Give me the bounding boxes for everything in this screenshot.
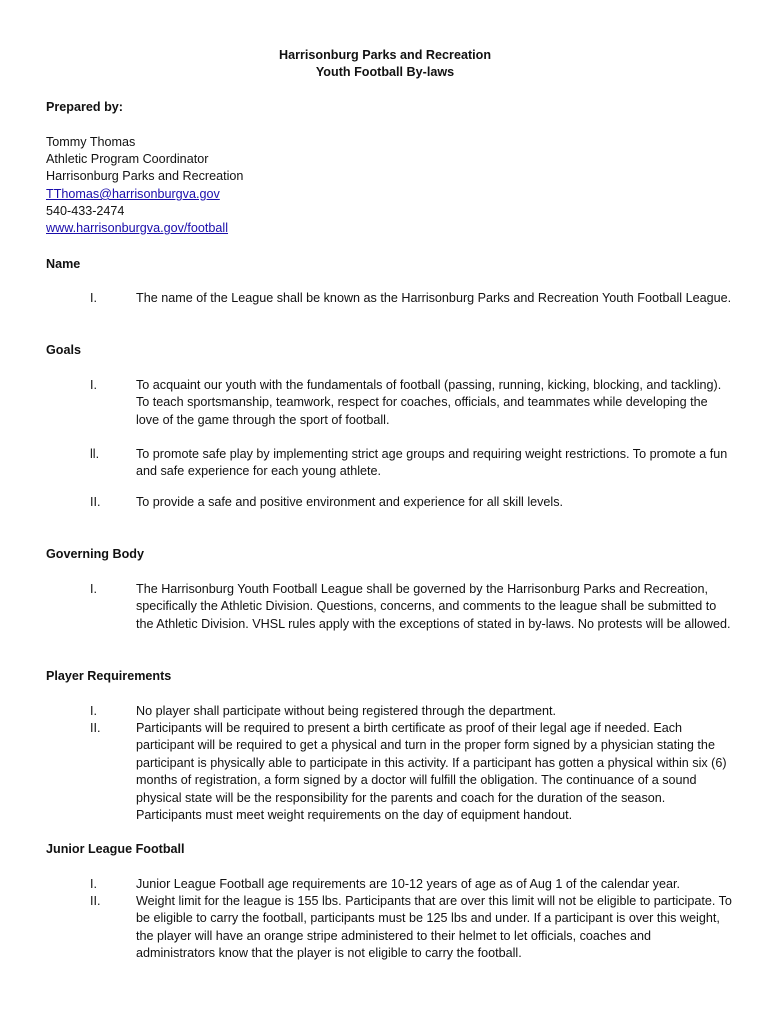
- list-number: II.: [90, 495, 101, 509]
- list-number: I.: [90, 704, 97, 718]
- prepared-by-heading: Prepared by:: [46, 100, 123, 114]
- document-subtitle: Youth Football By-laws: [315, 65, 455, 79]
- list-item: Junior League Football age requirements are 10-12 years of age as of Aug 1 of the calendar year.: [136, 877, 680, 891]
- list-item: To provide a safe and positive environment and experience for all skill levels.: [136, 495, 564, 509]
- section-heading-governing-body: Governing Body: [46, 547, 144, 561]
- list-item: The Harrisonburg Youth Football League shall be governed by the Harrisonburg Parks and Recreation, specifically the Athletic Division. Questions, concerns, and comments to the league shall be submitted to the Athletic Division. VHSL rules apply with the exceptions of stated in by-laws. No protests will be allowed.: [136, 582, 731, 631]
- list-number: I.: [90, 877, 97, 891]
- section-heading-goals: Goals: [46, 343, 81, 357]
- website-link[interactable]: www.harrisonburgva.gov/football: [46, 221, 229, 235]
- list-item: No player shall participate without being registered through the department.: [136, 704, 557, 718]
- document-title: Harrisonburg Parks and Recreation: [278, 48, 492, 62]
- list-number: ll.: [90, 447, 100, 461]
- list-item: Participants will be required to present a birth certificate as proof of their legal age if needed. Each participant will be required to get a physical and turn in the proper form signed by a physician stating the participant is physically able to participate in this activity. If a participant has gotten a physical within six (6) months of registration, a form signed by a doctor will fulfill the obligation. The continuance of a sound physical state will be the responsibility for the parents and coach for the duration of the season. Participants must meet weight requirements on the day of equipment handout.: [136, 721, 727, 823]
- list-item: Weight limit for the league is 155 lbs. Participants that are over this limit will not be eligible to participate. To be eligible to carry the football, participants must be 125 lbs and under. If a participant is over this weight, the player will have an orange stripe administered to their helmet to let officials, coaches and administrators know that the player is not eligible to carry the football.: [136, 894, 732, 961]
- list-number: II.: [90, 894, 101, 908]
- preparer-role: Athletic Program Coordinator: [46, 152, 209, 166]
- list-item: To promote safe play by implementing strict age groups and requiring weight restrictions. To promote a fun and safe experience for each young athlete.: [136, 447, 728, 479]
- preparer-name: Tommy Thomas: [46, 135, 136, 149]
- email-link[interactable]: TThomas@harrisonburgva.gov: [46, 187, 220, 201]
- section-heading-name: Name: [46, 257, 81, 271]
- list-number: I.: [90, 378, 97, 392]
- section-heading-junior-league: Junior League Football: [46, 842, 185, 856]
- list-item: The name of the League shall be known as the Harrisonburg Parks and Recreation Youth Football League.: [136, 291, 732, 305]
- list-number: II.: [90, 721, 101, 735]
- preparer-organization: Harrisonburg Parks and Recreation: [46, 169, 244, 183]
- list-number: I.: [90, 582, 97, 596]
- phone-number: 540-433-2474: [46, 204, 125, 218]
- list-number: I.: [90, 291, 97, 305]
- list-item: To acquaint our youth with the fundamentals of football (passing, running, kicking, blocking, and tackling). To teach sportsmanship, teamwork, respect for coaches, officials, and teammates while developing the love of the game through the sport of football.: [136, 378, 722, 427]
- section-heading-player-requirements: Player Requirements: [46, 669, 172, 683]
